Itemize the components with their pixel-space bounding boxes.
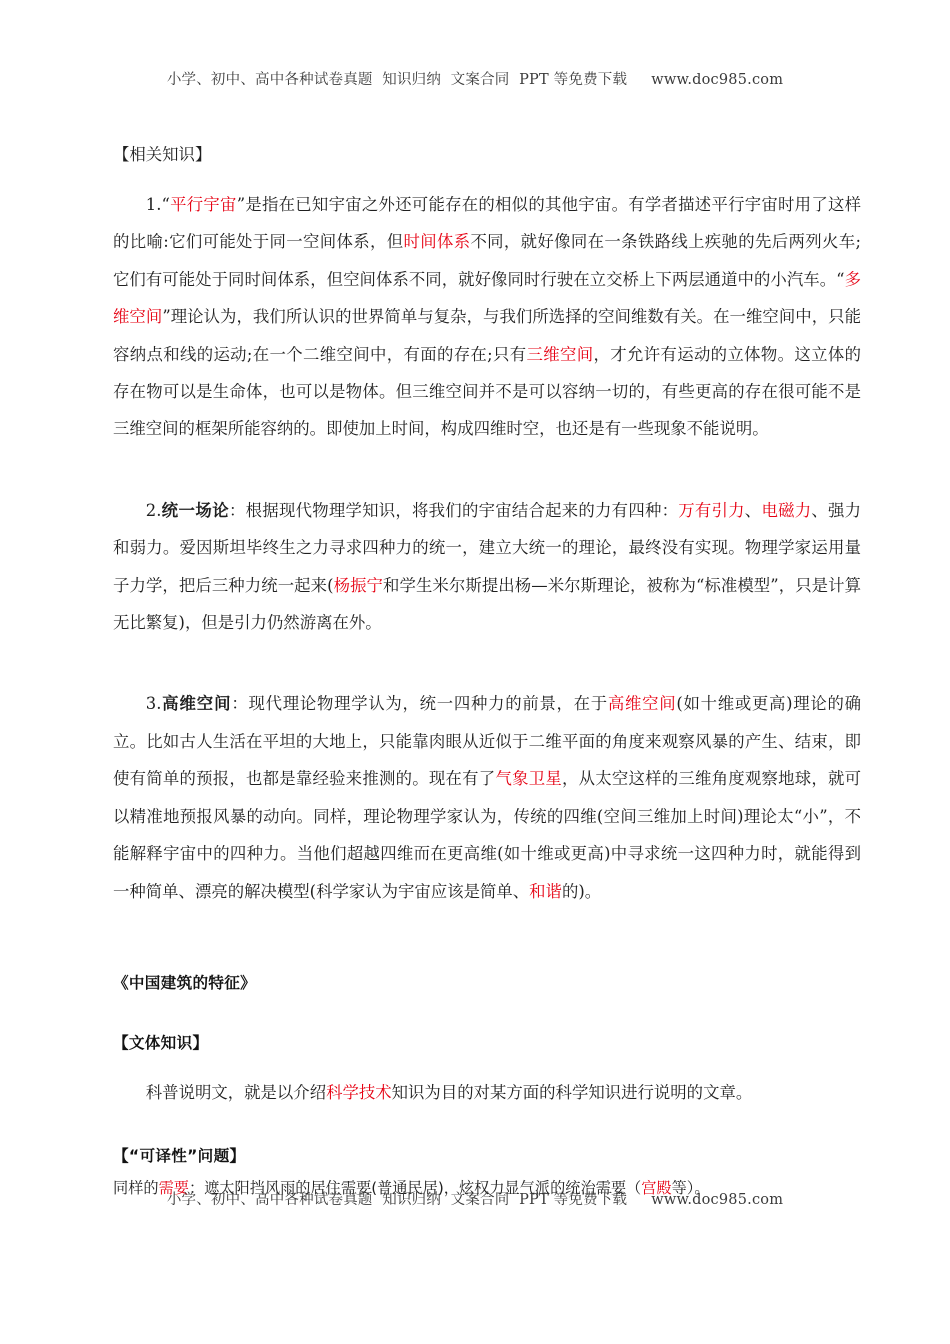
item2-text-2: 、 (744, 500, 762, 520)
translatability-text-1: 同样的 (113, 1179, 159, 1198)
spacer (113, 170, 861, 186)
term-multidimensional-space: 多维空间 (113, 269, 861, 327)
spacer (113, 1058, 861, 1074)
item1-text-3: ”理论认为，我们所认识的世界简单与复杂，与我们所选择的空间维数有关。在一维空间中，只能容纳点和线的运动;在一个二维空间中，有面的存在;只有 (113, 307, 861, 364)
item1-quote-close: ” (236, 195, 246, 214)
heading-related-knowledge: 【相关知识】 (113, 145, 212, 164)
item3-text-2: (如十维或更高)理论的确立。比如古人生活在平坦的大地上，只能靠肉眼从近似于二维平面的角度来观察风暴的产生、结束，即使有简单的预报，也都是靠经验来推测的。现在有了 (113, 694, 861, 789)
running-footer: 小学、初中、高中各种试卷真题 知识归纳 文案合同 PPT 等免费下载 www.doc985.com (166, 1192, 784, 1208)
term-parallel-universe: 平行宇宙 (169, 195, 237, 214)
item3-text-4: 的)。 (561, 881, 602, 901)
label-higher-dimensional-space: 高维空间 (161, 694, 232, 714)
running-header: 小学、初中、高中各种试卷真题 知识归纳 文案合同 PPT 等免费下载 www.doc985.com (166, 72, 784, 88)
term-higher-dimensional-space: 高维空间 (607, 694, 677, 714)
item1-quote-open: “ (161, 195, 170, 214)
term-science-technology: 科学技术 (326, 1082, 392, 1102)
genre-text-1: 科普说明文，就是以介绍 (145, 1082, 327, 1102)
paragraph-item-2 (113, 492, 861, 642)
item1-text-2: 不同，就好像同在一条铁路线上疾驰的先后两列火车;它们有可能处于同时间体系，但空间体系不同，就好像同时行驶在立交桥上下两层通道中的小汽车。“ (113, 232, 861, 289)
spacer (113, 998, 861, 1028)
item1-text-4: ，才允许有运动的立体物。这立体的存在物可以是生命体，也可以是物体。但三维空间并不是可以容纳一切的，有些更高的存在很可能不是三维空间的框架所能容纳的。即使加上时间，构成四维时空，也还是有一些现象不能说明。 (113, 344, 862, 439)
translatability-text-3: 等）。 (671, 1179, 710, 1198)
spacer (113, 910, 861, 968)
item1-text-1: 是指在已知宇宙之外还可能存在的相似的其他宇宙。有学者描述平行宇宙时用了这样的比喻:它们可能处于同一空间体系，但 (113, 195, 862, 252)
spacer (113, 448, 861, 492)
document-body (113, 140, 861, 1205)
term-electromagnetic-force: 电磁力 (761, 500, 812, 520)
term-need: 需要 (158, 1179, 189, 1198)
term-yang-zhenning: 杨振宁 (333, 575, 384, 595)
spacer (113, 1111, 861, 1141)
heading-translatability: 【“可译性”问题】 (113, 1147, 246, 1166)
item2-number: 2. (145, 500, 162, 520)
genre-text-2: 知识为目的对某方面的科学知识进行说明的文章。 (391, 1082, 753, 1102)
item3-text-1: ：现代理论物理学认为，统一四种力的前景，在于 (231, 694, 608, 714)
label-unified-field-theory: 统一场论 (161, 500, 230, 520)
paragraph-genre-body (113, 1074, 861, 1111)
item1-number: 1. (145, 195, 162, 214)
item3-number: 3. (145, 694, 162, 714)
paragraph-item-3 (113, 685, 861, 909)
term-three-dimensional-space: 三维空间 (526, 344, 594, 364)
item2-text-3: 、强力和弱力。爱因斯坦毕终生之力寻求四种力的统一，建立大统一的理论，最终没有实现。物理学家运用量子力学，把后三种力统一起来( (113, 500, 862, 595)
heading-genre-knowledge: 【文体知识】 (113, 1033, 209, 1052)
term-time-system: 时间体系 (403, 232, 471, 252)
term-harmony: 和谐 (529, 881, 562, 901)
heading-article-title: 《中国建筑的特征》 (113, 973, 257, 992)
translatability-text-2: ：遮太阳挡风雨的居住需要(普通民居)，炫权力显气派的统治需要（ (188, 1179, 642, 1198)
item3-text-3: ，从太空这样的三维角度观察地球，就可以精准地预报风暴的动向。同样，理论物理学家认为，传统的四维(空间三维加上时间)理论太“小”，不能解释宇宙中的四种力。当他们超越四维而在更高维(如十维或更高)中寻求统一这四种力时，就能得到一种简单、漂亮的解决模型(科学家认为宇宙应该是简单、 (113, 769, 862, 901)
term-palace: 宫殿 (641, 1179, 672, 1198)
term-weather-satellite: 气象卫星 (495, 769, 562, 789)
term-gravitation: 万有引力 (678, 500, 745, 520)
item2-text-4: 和学生米尔斯提出杨—米尔斯理论，被称为“标准模型”，只是计算无比繁复)，但是引力仍然游离在外。 (113, 575, 862, 633)
spacer (113, 641, 861, 685)
paragraph-item-1 (113, 186, 861, 448)
item2-text-1: ：根据现代物理学知识，将我们的宇宙结合起来的力有四种： (229, 500, 679, 520)
